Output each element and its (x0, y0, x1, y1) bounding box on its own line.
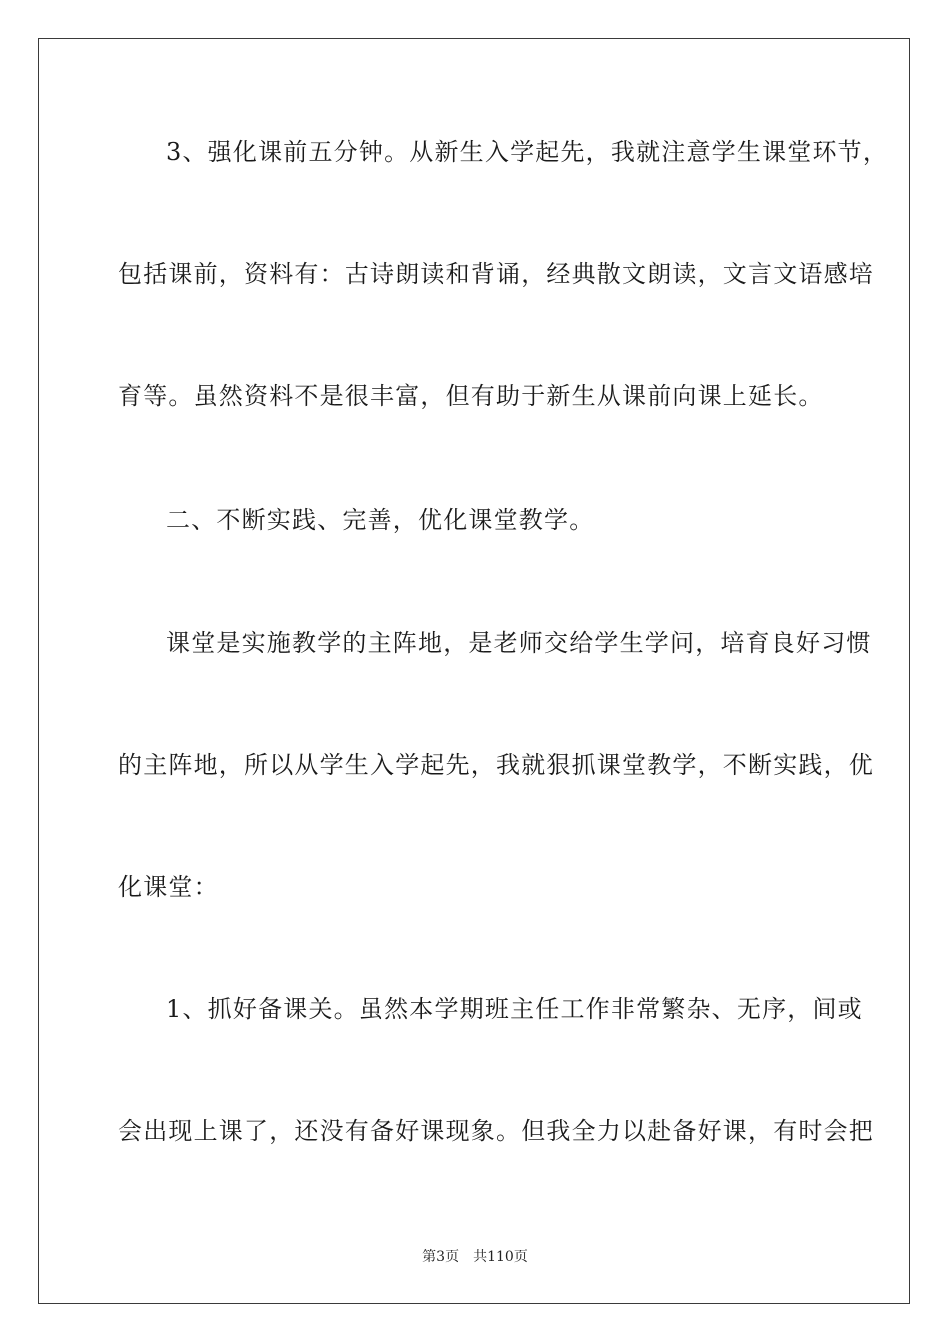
paragraph-line: 包括课前，资料有：古诗朗读和背诵，经典散文朗读，文言文语感培 (118, 260, 874, 288)
paragraph-line: 1、抓好备课关。虽然本学期班主任工作非常繁杂、无序，间或 (166, 995, 863, 1023)
page-border (38, 38, 910, 1304)
paragraph-line: 的主阵地，所以从学生入学起先，我就狠抓课堂教学，不断实践，优 (118, 751, 874, 779)
paragraph-line: 育等。虽然资料不是很丰富，但有助于新生从课前向课上延长。 (118, 382, 824, 410)
paragraph-line: 3、强化课前五分钟。从新生入学起先，我就注意学生课堂环节， (166, 138, 889, 166)
paragraph-line: 课堂是实施教学的主阵地，是老师交给学生学问，培育良好习惯 (166, 629, 872, 657)
page-footer (0, 1248, 950, 1266)
page-total: 共110页 (473, 1249, 528, 1265)
paragraph-line: 会出现上课了，还没有备好课现象。但我全力以赴备好课，有时会把 (118, 1117, 874, 1145)
page-number: 第3页 (422, 1249, 460, 1265)
paragraph-line: 化课堂： (118, 873, 219, 901)
section-heading: 二、不断实践、完善，优化课堂教学。 (166, 506, 595, 534)
